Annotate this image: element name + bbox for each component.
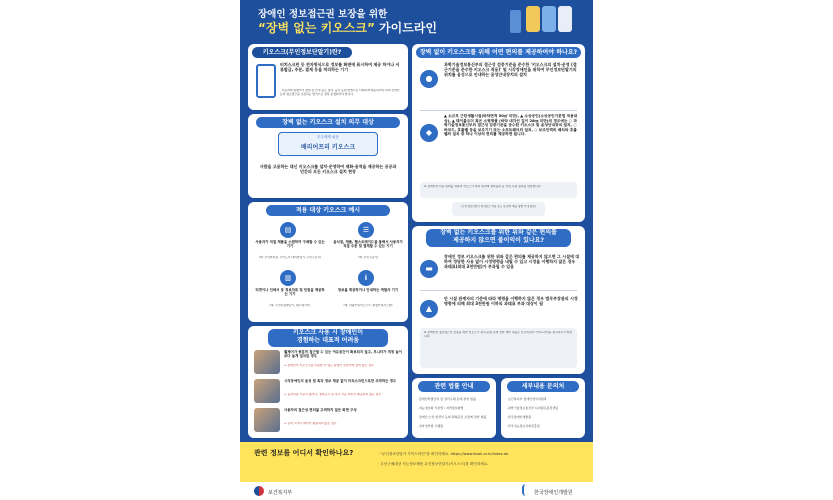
pill-hardships	[268, 329, 388, 347]
law-item: · 장애인·노인·임산부 등의 편의증진 보장에 관한 법률	[417, 415, 487, 419]
pill-hardships-line1: 키오스크 사용 시 장애인이	[292, 329, 364, 336]
institute-logo-icon	[522, 484, 530, 496]
ticket-icon: ▤	[280, 222, 296, 238]
card-laws	[412, 378, 496, 438]
contact-item: · 보건복지부 장애인권익지원과	[506, 397, 547, 401]
hardship-text: 사용자의 접근성 편의를 고려하지 않은 화면 구성	[284, 408, 357, 412]
contact-item: · 한국지능정보사회진흥원	[506, 424, 540, 428]
menu-icon: ☰	[358, 222, 374, 238]
pill-kiosk-definition: 키오스크(무인정보단말기)란?	[252, 47, 352, 58]
pill-examples: 적용 대상 키오스크 예시	[266, 205, 390, 216]
example-title: 정보를 제공하거나 안내하는 역할의 기기	[337, 288, 399, 292]
duty-text: 사람을 고용하는 대신 키오스크를 설치·운영하여 재화·용역을 제공하는 공공과 민간의 모든 키오스크 설치 현장	[259, 164, 397, 175]
example-sub: (예: 무인민원발급기, 셀프체크인)	[269, 304, 311, 307]
card-examples	[248, 202, 408, 322]
logo-left: 보건복지부	[268, 490, 293, 496]
penalty-note-box	[420, 328, 577, 368]
example-sub: (예: 무인편의점, 무인도서 대여반납기, 무인주유기)	[258, 256, 322, 259]
pill-penalty-line1: 장벽 없는 키오스크를 위한 위와 같은 편의를	[440, 229, 557, 236]
pill-hardships-line2: 경험하는 대표적 어려움	[296, 337, 360, 344]
card-penalty	[412, 226, 585, 374]
hardship-text: 시각장애인의 음성 및 촉각 정보 제공 없이 터치스크린으로만 조작하는 경우	[284, 379, 397, 383]
contact-item: · 한국장애인개발원	[506, 415, 532, 419]
info-icon: i	[358, 270, 374, 286]
penalty-divider	[420, 290, 577, 291]
logo-right: 한국장애인개발원	[534, 490, 573, 496]
guideline-poster	[240, 0, 593, 500]
ministry-emblem-icon	[254, 486, 264, 496]
card-contacts	[501, 378, 585, 438]
penalty-note: ※ 장애인의 정보접근성 보장을 위한 키오스크 설치·운영 등에 관한 세부 내용은 보건복지부 가이드라인을 참고하시기 바랍니다.	[424, 331, 573, 338]
pill-contacts: 세부내용 문의처	[507, 381, 579, 392]
pill-penalty	[426, 229, 571, 247]
pill-installation-duty: 장벽 없는 키오스크 설치 의무 대상	[256, 117, 400, 128]
ticket-machine-icon: ▥	[280, 270, 296, 286]
footer-line-2: · 우선구매대상 지능정보제품 무인정보단말기(키오스크)를 확인하세요.	[378, 462, 489, 466]
example-title: 티켓이나 인쇄서 등 정보자료 및 민원을 제공하는 기기	[255, 288, 325, 297]
bell-icon: ◆	[420, 124, 438, 142]
kiosk-illustration-icon	[510, 10, 521, 33]
provide-divider	[420, 110, 577, 111]
barrier-free-box	[278, 132, 378, 156]
kiosk-definition-text: 터치스크린 등 전자방식으로 정보를 화면에 표시하여 제공 하거나 서류발급, 주문, 결제 등을 처리하는 기기	[280, 62, 400, 73]
example-sub: (예: 관광안내키오스크, 종합안내시스템)	[343, 304, 393, 307]
hardship-photo	[254, 350, 280, 374]
footer-question: 관련 정보를 어디서 확인하나요?	[254, 449, 354, 457]
barrier-free-box-top: 모두에게 쉬운	[317, 135, 339, 139]
penalty-text-2: 안 시설 관계자의 기준에 따라 명령을 이행하지 않은 경우 법무부장관의 시정명령에 의해 최대 3천만원 이하의 과태료 부과 대상이 됨	[444, 296, 578, 307]
title-highlight: “장벽 없는 키오스크”	[258, 21, 375, 35]
card-provide	[412, 44, 585, 222]
pill-laws: 관련 법률 안내	[418, 381, 490, 392]
footer-line-1[interactable]: · "무인정보단말기 가이드라인"을 확인하세요. https://www.kiosk.or.kr/index.do	[378, 452, 509, 456]
provide-note: ※ 장애인의 이동 편의를 위하여 키오스크 설치 위치에 점자블록 등 안내 시설 설치를 권장합니다.	[424, 185, 542, 188]
police-hat-icon: ▲	[420, 300, 438, 318]
hardship-note: → 음성지원 기능이 없거나, 점자표시 및 촉각 기능 버튼이 제공되지 않는 경우	[284, 393, 382, 396]
example-title: 음식점, 제품, 헬스트레이드를 통해서 사용자가 직접 주문 및 결제할 수 있는 기기	[333, 240, 403, 249]
card-payment-icon: ▬	[420, 260, 438, 278]
hardship-note: → 글자 크기나 대비가 충분하지 않은 경우	[284, 422, 337, 425]
pill-penalty-line2: 제공하지 않으면 불이익이 있나요?	[453, 237, 544, 244]
contact-item: · 과학기술정보통신부 디지털포용정책팀	[506, 406, 559, 410]
hardship-photo	[254, 379, 280, 403]
kiosk-device-icon	[256, 64, 276, 98]
poster-header	[240, 0, 593, 40]
penalty-text-1: 장애인 정보 키오스크를 위한 위와 같은 편의를 제공하지 않으면 그 시설에 대하여 정당한 사유 없이 시정명령을 내릴 수 있고 시정을 이행하지 않은 경우 과태료(최대 3천만원)가 부과될 수 있음	[444, 254, 580, 270]
document-illustration-icon	[558, 6, 572, 32]
card-installation-duty	[248, 114, 408, 198]
hardship-text: 휠체어가 충분히 접근할 수 있는 여유공간이 확보되지 않고, 모니터가 적정 높이 보다 높게 설치된 경우	[284, 350, 402, 359]
example-title: 사용자가 직접 제품을 스캔하여 구매할 수 있는 기기	[255, 240, 325, 249]
title-rest: 가이드라인	[374, 21, 438, 35]
provide-small: (무인정보단말기 설치장소 적용 유도 및 편의 제공 방법 안내 필요)	[461, 205, 536, 208]
person-illustration-icon	[526, 6, 540, 32]
card-kiosk-definition	[248, 44, 408, 110]
example-sub: (예: 무인주문기)	[357, 256, 379, 259]
law-item: · 장애인차별금지 및 권리구제 등에 관한 법률	[417, 397, 476, 401]
header-subtitle: 장애인 정보접근권 보장을 위한	[258, 9, 388, 20]
provide-small-box	[452, 202, 545, 216]
hardship-note: → 장애인이 키오스크를 이용할 수 있는 환경이 갖추어져 있지 않은 경우	[284, 364, 374, 367]
provide-note-box	[420, 182, 577, 198]
wheelchair-person-illustration-icon	[542, 6, 556, 32]
card-hardships	[248, 326, 408, 438]
law-item: · 지능정보화 기본법 / 지역정보화법	[417, 406, 464, 410]
hardship-photo	[254, 408, 280, 432]
kiosk-definition-note: · 이용자의 방향인식 방법 및 안내 등은 점자, 음성 등의 방법으로 다양하게 제공되어야 하며 장애인 등의 정보접근을 보장하는 방식으로 설치·운영되어야 합니다.	[280, 89, 400, 96]
provide-text-1: 과학기술정보통신부의 접근성 검증기준을 준수한 '키오스크의 설치·운영 (접근기준을 준수한 키오스크 적용)' 및 시각장애인을 위하여 무인정보단말기의 위치를 음성으로 안내하는 음성안내장치의 설치	[444, 62, 577, 78]
provide-text-2: ▲ 소규모 근린생활시설(바닥면적 50㎡ 미만), ▲ 소상공인(소상공인기본법 적용대상), ▲ 테이블오더 혹은 소형제품 (바닥 대각선 길이 28㎝ 미만)의 경우에는 ○ 과학기술정보통신부의 접근성 검증기준을 준수한 키오스크 및 음성안내장치 설치, ○ 바코드, 호출벨 등을 보조기기 또는 소프트웨어의 설치, ○ 보조인력의 배치와 호출벨의 설치 중 하나 이상의 편의를 제공하면 됩니다.	[444, 114, 578, 137]
barrier-free-box-main: 배리어프리 키오스크	[300, 144, 356, 151]
header-title	[258, 19, 437, 36]
law-item: · 전자정부법 시행령	[417, 424, 444, 428]
microphone-icon: ●	[420, 70, 438, 88]
pill-provide: 장벽 없이 키오스크를 위해 어떤 편의를 제공하여야 하나요?	[416, 47, 581, 58]
